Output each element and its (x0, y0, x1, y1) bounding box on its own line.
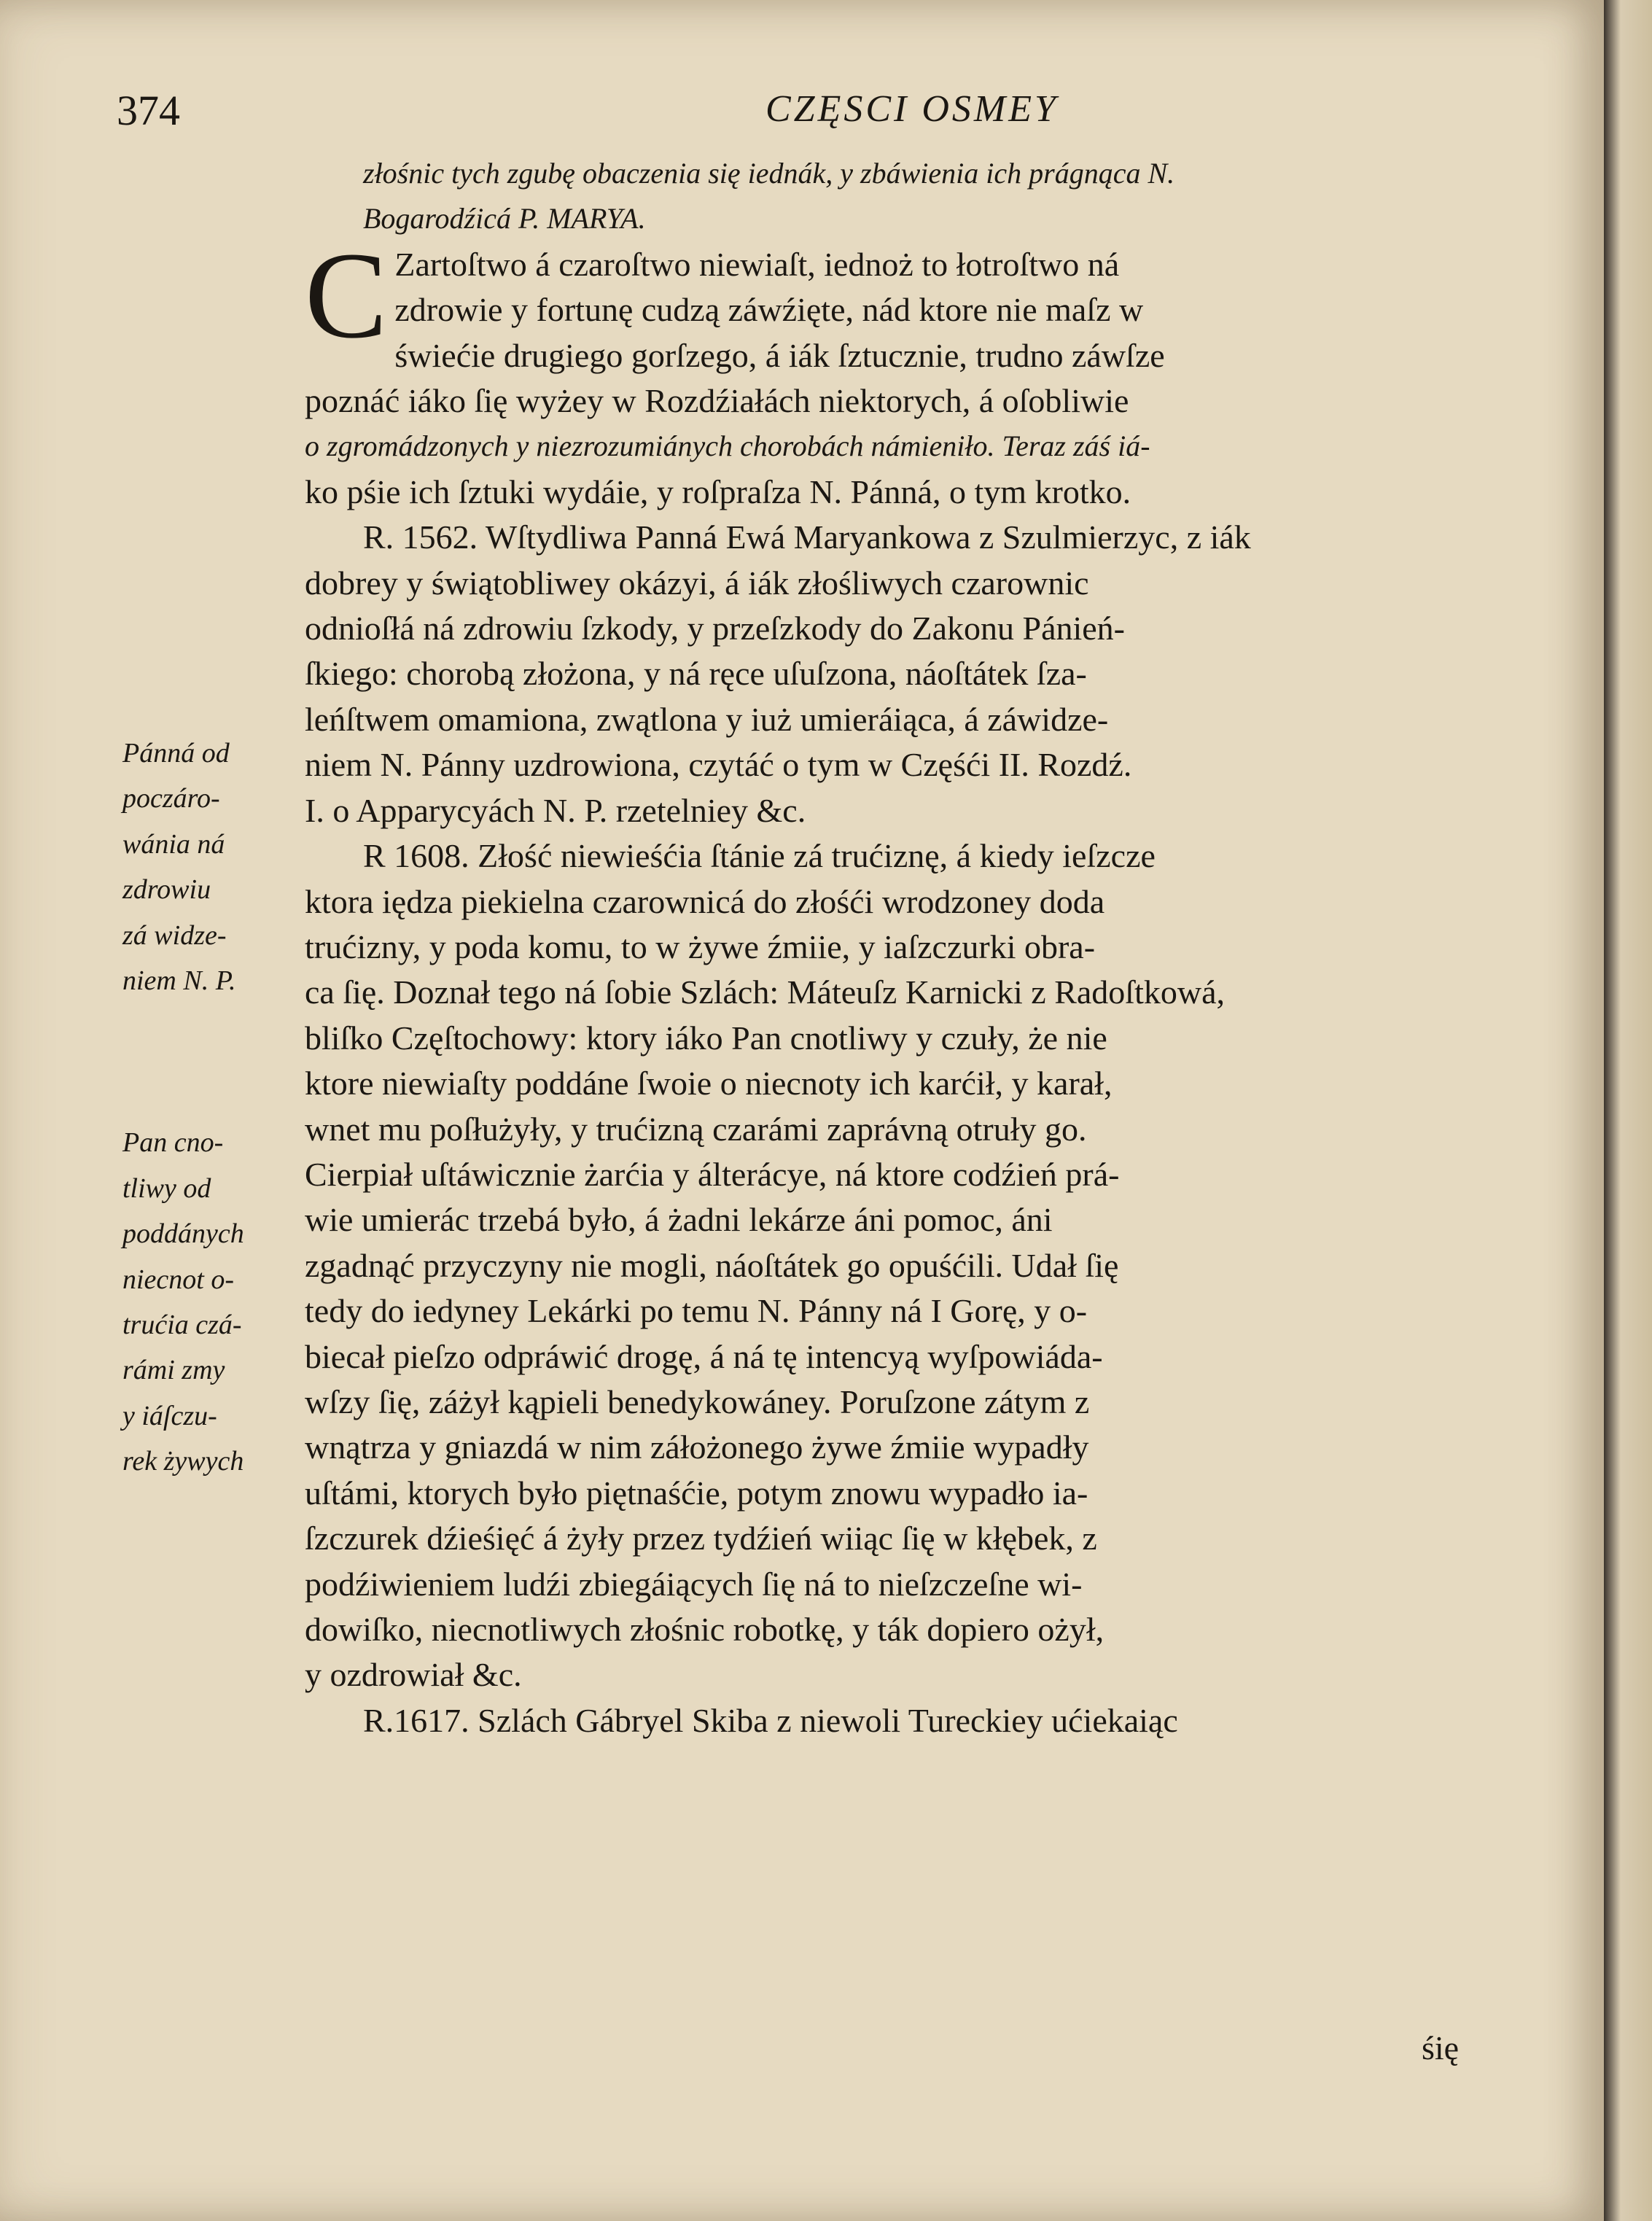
text-line: trućizny, y poda komu, to w żywe źmiie, y iaſzczurki obra- (305, 927, 1096, 965)
running-header (109, 86, 1567, 137)
text-line: R 1608. Złość niewieśćia ſtánie zá trućiznę, á kiedy ieſzcze (363, 837, 1156, 875)
margin-note-line: rek żywych (122, 1446, 244, 1477)
text-line: wſzy ſię, záżył kąpieli benedykowáney. Poruſzone zátym z (305, 1382, 1090, 1420)
text-line: złośnic tych zgubę obaczenia się iednák, y zbáwienia ich prágnąca N. (363, 157, 1175, 190)
drop-cap: C (305, 226, 388, 364)
margin-note-line: poczáro- (122, 783, 220, 814)
text-line: Cierpiał uſtáwicznie żarćia y álterácye, ná ktore codźień prá- (305, 1155, 1120, 1193)
page-number: 374 (117, 87, 180, 134)
main-text (305, 151, 1530, 1743)
text-line: bliſko Częſtochowy: ktory iáko Pan cnotliwy y czuły, że nie (305, 1019, 1107, 1057)
text-line: leńſtwem omamiona, zwątlona y iuż umieráiąca, á záwidze- (305, 700, 1109, 738)
text-line: świećie drugiego gorſzego, á iák ſztucznie, trudno záwſze (394, 336, 1165, 374)
text-line: ktora iędza piekielna czarownicá do złośći wrodzoney doda (305, 882, 1105, 920)
text-line: biecał pieſzo odpráwić drogę, á ná tę intencyą wyſpowiáda- (305, 1337, 1103, 1375)
text-line: o zgromádzonych y niezrozumiánych chorobách námieniło. Teraz záś iá- (305, 429, 1150, 463)
margin-note-line: trućia czá- (122, 1309, 242, 1340)
margin-note-line: y iáſczu- (122, 1400, 217, 1431)
margin-note-line: Pánná od (122, 738, 230, 769)
text-line: ſkiego: chorobą złożona, y ná ręce uſuſzona, náoſtátek ſza- (305, 655, 1087, 693)
margin-note-line: niem N. P. (122, 965, 236, 996)
text-line: wnątrza y gniazdá w nim záłożonego żywe źmiie wypadły (305, 1428, 1089, 1466)
text-line: tedy do iedyney Lekárki po temu N. Pánny ná I Gorę, y o- (305, 1292, 1088, 1330)
text-line: zdrowie y fortunę cudzą záwźięte, nád ktore nie maſz w (394, 291, 1144, 329)
margin-note-line: zdrowiu (122, 874, 211, 906)
text-line: wnet mu poſłużyły, y trućizną czarámi zaprávną otruły go. (305, 1110, 1087, 1148)
text-line: dobrey y świątobliwey okázyi, á iák złośliwych czarownic (305, 564, 1089, 602)
margin-note-line: poddánych (122, 1218, 244, 1250)
text-line: ktore niewiaſty poddáne ſwoie o niecnoty ich karćił, y karał, (305, 1065, 1113, 1102)
margin-note-line: niecnot o- (122, 1264, 235, 1295)
catchword: śię (1422, 2029, 1460, 2066)
text-line: Zartoſtwo á czaroſtwo niewiaſt, iednoż to łotroſtwo ná (394, 245, 1120, 283)
margin-note-line: tliwy od (122, 1172, 211, 1204)
text-line: poznáć iáko ſię wyżey w Rozdźiałách niektorych, á oſobliwie (305, 382, 1129, 420)
text-line: ca ſię. Doznał tego ná ſobie Szlách: Máteuſz Karnicki z Radoſtkowá, (305, 973, 1225, 1011)
text-line: zgadnąć przyczyny nie mogli, náoſtátek go opuśćili. Udał ſię (305, 1246, 1119, 1284)
text-line: niem N. Pánny uzdrowiona, czytáć o tym w Częśći II. Rozdź. (305, 746, 1132, 784)
text-line: Bogarodźicá P. MARYA. (363, 202, 646, 236)
margin-note-line: Pan cno- (122, 1127, 224, 1159)
running-title: CZĘSCI OSMEY (765, 88, 1059, 130)
margin-note-line: rámi zmy (122, 1355, 225, 1386)
text-line: I. o Apparycyách N. P. rzetelniey &c. (305, 791, 806, 829)
text-line: wie umierác trzebá było, á żadni lekárze áni pomoc, áni (305, 1201, 1053, 1239)
text-line: y ozdrowiał &c. (305, 1656, 522, 1694)
text-line: dowiſko, niecnotliwych złośnic robotkę, y ták dopiero ożył, (305, 1611, 1104, 1648)
marginalia (122, 731, 305, 1484)
next-page-edge (1604, 0, 1652, 2221)
text-line: R. 1562. Wſtydliwa Panná Ewá Maryankowa z Szulmierzyc, z iák (363, 518, 1251, 556)
text-line: podźiwieniem ludźi zbiegáiących ſię ná to nieſzczeſne wi- (305, 1565, 1083, 1603)
text-line: uſtámi, ktorych było piętnaśćie, potym znowu wypadło ia- (305, 1474, 1088, 1512)
text-line: R.1617. Szlách Gábryel Skiba z niewoli Tureckiey ućiekaiąc (363, 1701, 1178, 1739)
margin-note-line: zá widze- (122, 919, 227, 951)
text-line: ſzczurek dźieśięć á żyły przez tydźień wiiąc ſię w kłębek, z (305, 1520, 1097, 1557)
text-line: odnioſłá ná zdrowiu ſzkody, y przeſzkody do Zakonu Pánień- (305, 610, 1126, 647)
margin-note-line: wánia ná (122, 828, 225, 860)
text-line: ko pśie ich ſztuki wydáie, y roſpraſza N. Pánná, o tym krotko. (305, 472, 1131, 510)
